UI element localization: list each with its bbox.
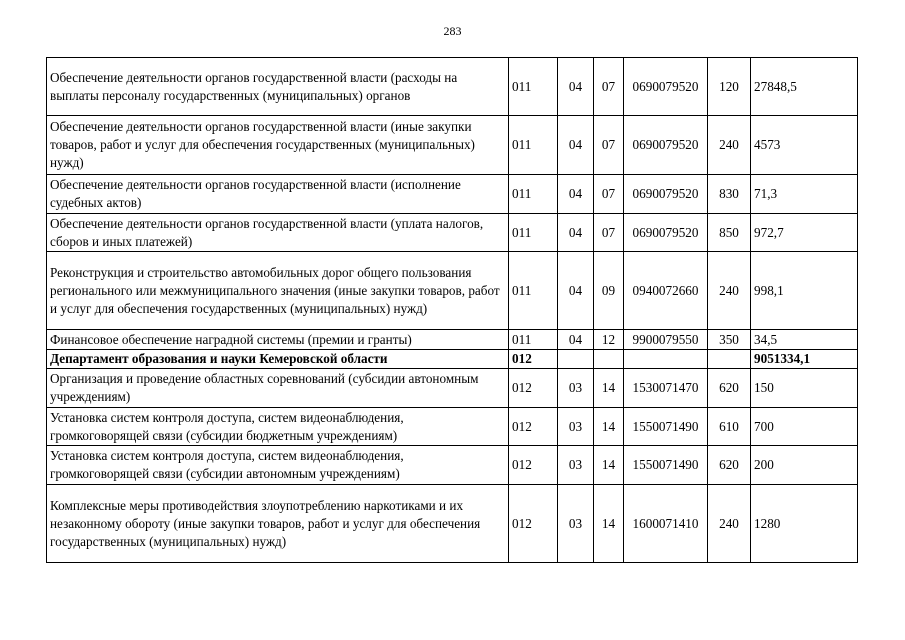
- table-row: [47, 214, 858, 252]
- row-section-code: 04: [558, 214, 594, 252]
- row-description: Установка систем контроля доступа, систем видеонаблюдения, громкоговорящей связи (субсидии автономным учреждениям): [47, 446, 509, 485]
- row-target-article: 0940072660: [624, 252, 708, 330]
- table-row: [47, 446, 858, 485]
- row-amount: 1280: [751, 485, 858, 563]
- row-ministry-code: 011: [509, 214, 558, 252]
- row-target-article: 1550071490: [624, 446, 708, 485]
- row-description: Комплексные меры противодействия злоупотреблению наркотиками и их незаконному обороту (иные закупки товаров, работ и услуг для обеспечения государственных (муниципальных) нужд): [47, 485, 509, 563]
- row-subsection-code: 07: [594, 116, 624, 175]
- row-expense-type: 610: [708, 408, 751, 446]
- budget-table: [46, 57, 858, 563]
- row-expense-type: 120: [708, 58, 751, 116]
- table-row: [47, 408, 858, 446]
- row-target-article: 9900079550: [624, 330, 708, 350]
- row-description: Обеспечение деятельности органов государственной власти (исполнение судебных актов): [47, 175, 509, 214]
- table-row: [47, 58, 858, 116]
- row-subsection-code: 14: [594, 408, 624, 446]
- row-subsection-code: 07: [594, 214, 624, 252]
- row-expense-type: 240: [708, 252, 751, 330]
- row-expense-type: 620: [708, 369, 751, 408]
- row-ministry-code: 012: [509, 369, 558, 408]
- row-expense-type: 850: [708, 214, 751, 252]
- row-description: Реконструкция и строительство автомобильных дорог общего пользования регионального или межмуниципального значения (иные закупки товаров, работ и услуг для обеспечения государственных (муниципальных) нужд): [47, 252, 509, 330]
- row-ministry-code: 012: [509, 350, 558, 369]
- row-amount: 700: [751, 408, 858, 446]
- row-description: Обеспечение деятельности органов государственной власти (уплата налогов, сборов и иных платежей): [47, 214, 509, 252]
- row-description: Финансовое обеспечение наградной системы (премии и гранты): [47, 330, 509, 350]
- row-subsection-code: 14: [594, 446, 624, 485]
- row-section-code: [558, 350, 594, 369]
- table-row: [47, 485, 858, 563]
- row-target-article: 0690079520: [624, 116, 708, 175]
- table-row-department: [47, 350, 858, 369]
- row-ministry-code: 011: [509, 116, 558, 175]
- row-ministry-code: 012: [509, 408, 558, 446]
- row-section-code: 04: [558, 175, 594, 214]
- row-section-code: 04: [558, 252, 594, 330]
- row-subsection-code: 14: [594, 369, 624, 408]
- row-description: Обеспечение деятельности органов государственной власти (расходы на выплаты персоналу государственных (муниципальных) органов: [47, 58, 509, 116]
- page-number: 283: [443, 24, 462, 38]
- row-expense-type: 240: [708, 485, 751, 563]
- row-amount: 200: [751, 446, 858, 485]
- row-subsection-code: [594, 350, 624, 369]
- row-ministry-code: 011: [509, 252, 558, 330]
- table-row: [47, 116, 858, 175]
- row-amount: 998,1: [751, 252, 858, 330]
- row-section-code: 04: [558, 330, 594, 350]
- row-section-code: 04: [558, 116, 594, 175]
- row-ministry-code: 011: [509, 58, 558, 116]
- row-expense-type: 830: [708, 175, 751, 214]
- row-target-article: 1600071410: [624, 485, 708, 563]
- row-section-code: 03: [558, 446, 594, 485]
- row-target-article: 0690079520: [624, 58, 708, 116]
- row-target-article: 1530071470: [624, 369, 708, 408]
- row-description: Установка систем контроля доступа, систем видеонаблюдения, громкоговорящей связи (субсидии бюджетным учреждениям): [47, 408, 509, 446]
- row-amount: 9051334,1: [751, 350, 858, 369]
- row-target-article: 0690079520: [624, 175, 708, 214]
- row-subsection-code: 09: [594, 252, 624, 330]
- table-row: [47, 252, 858, 330]
- row-ministry-code: 012: [509, 485, 558, 563]
- row-amount: 4573: [751, 116, 858, 175]
- row-target-article: [624, 350, 708, 369]
- row-amount: 34,5: [751, 330, 858, 350]
- row-target-article: 1550071490: [624, 408, 708, 446]
- row-amount: 150: [751, 369, 858, 408]
- row-section-code: 03: [558, 485, 594, 563]
- row-section-code: 03: [558, 369, 594, 408]
- row-expense-type: [708, 350, 751, 369]
- row-target-article: 0690079520: [624, 214, 708, 252]
- row-description: Обеспечение деятельности органов государственной власти (иные закупки товаров, работ и услуг для обеспечения государственных (муниципальных) нужд): [47, 116, 509, 175]
- row-expense-type: 350: [708, 330, 751, 350]
- row-subsection-code: 14: [594, 485, 624, 563]
- row-section-code: 03: [558, 408, 594, 446]
- row-expense-type: 620: [708, 446, 751, 485]
- row-subsection-code: 07: [594, 175, 624, 214]
- row-subsection-code: 12: [594, 330, 624, 350]
- row-amount: 972,7: [751, 214, 858, 252]
- row-expense-type: 240: [708, 116, 751, 175]
- row-subsection-code: 07: [594, 58, 624, 116]
- row-ministry-code: 012: [509, 446, 558, 485]
- row-description: Департамент образования и науки Кемеровской области: [47, 350, 509, 369]
- row-section-code: 04: [558, 58, 594, 116]
- row-amount: 27848,5: [751, 58, 858, 116]
- row-ministry-code: 011: [509, 330, 558, 350]
- table-row: [47, 369, 858, 408]
- row-ministry-code: 011: [509, 175, 558, 214]
- row-description: Организация и проведение областных соревнований (субсидии автономным учреждениям): [47, 369, 509, 408]
- table-row: [47, 175, 858, 214]
- row-amount: 71,3: [751, 175, 858, 214]
- table-row: [47, 330, 858, 350]
